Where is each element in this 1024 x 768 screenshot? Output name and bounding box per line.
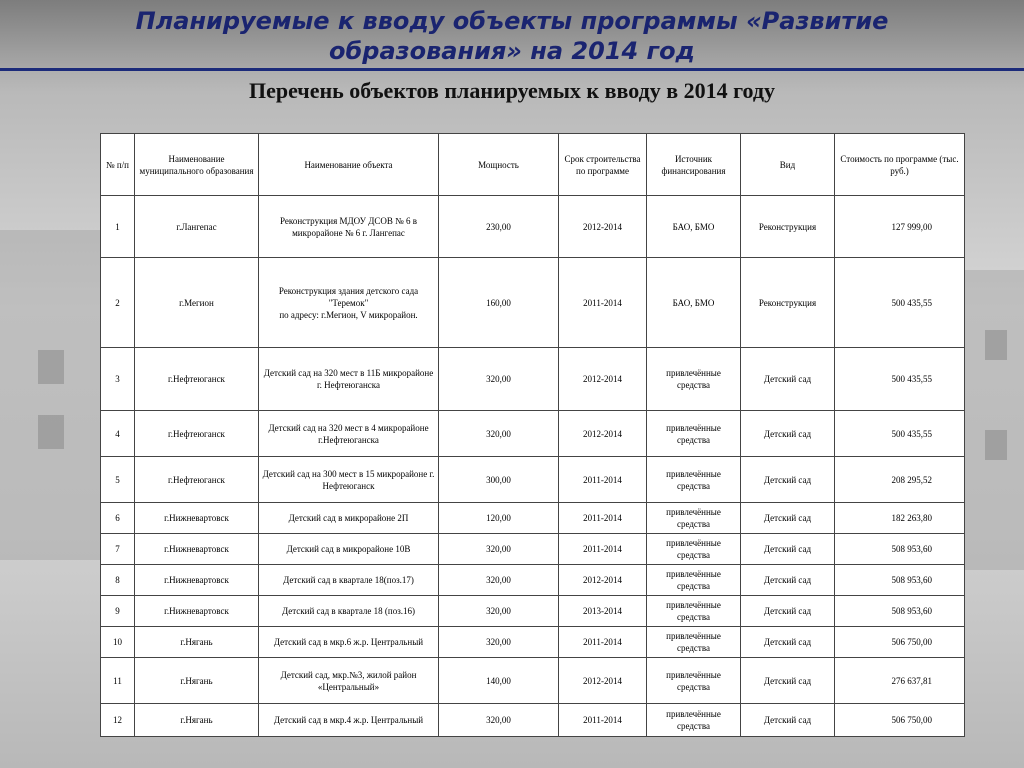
cell-cost: 506 750,00	[835, 704, 965, 737]
cell-cost: 506 750,00	[835, 627, 965, 658]
cell-funding-source: привлечённые средства	[647, 704, 741, 737]
cell-number: 2	[101, 258, 135, 348]
table-row	[101, 658, 965, 704]
column-header-capacity: Мощность	[439, 134, 559, 196]
cell-number: 9	[101, 596, 135, 627]
table-row	[101, 534, 965, 565]
cell-type: Детский сад	[741, 565, 835, 596]
cell-municipality: г.Нягань	[135, 658, 259, 704]
cell-number: 7	[101, 534, 135, 565]
cell-funding-source: привлечённые средства	[647, 627, 741, 658]
column-header-type: Вид	[741, 134, 835, 196]
cell-period: 2011-2014	[559, 534, 647, 565]
table-row	[101, 627, 965, 658]
cell-type: Детский сад	[741, 704, 835, 737]
cell-municipality: г.Нягань	[135, 627, 259, 658]
table-row	[101, 596, 965, 627]
cell-capacity: 320,00	[439, 596, 559, 627]
table-caption: Перечень объектов планируемых к вводу в 2014 году	[248, 78, 776, 103]
cell-object-name: Детский сад в квартале 18 (поз.16)	[259, 596, 439, 627]
cell-type: Детский сад	[741, 627, 835, 658]
cell-capacity: 320,00	[439, 348, 559, 411]
cell-funding-source: БАО, БМО	[647, 258, 741, 348]
slide-title: Планируемые к вводу объекты программы «Развитие образования» на 2014 год	[135, 7, 889, 65]
cell-object-name: Детский сад на 320 мест в 4 микрорайоне г.Нефтеюганска	[259, 411, 439, 457]
cell-capacity: 320,00	[439, 704, 559, 737]
table-row	[101, 565, 965, 596]
cell-municipality: г.Нефтеюганск	[135, 457, 259, 503]
cell-funding-source: привлечённые средства	[647, 534, 741, 565]
cell-object-name: Детский сад в мкр.4 ж.р. Центральный	[259, 704, 439, 737]
cell-number: 11	[101, 658, 135, 704]
cell-period: 2011-2014	[559, 627, 647, 658]
cell-funding-source: привлечённые средства	[647, 348, 741, 411]
cell-period: 2011-2014	[559, 457, 647, 503]
cell-type: Детский сад	[741, 411, 835, 457]
cell-number: 12	[101, 704, 135, 737]
background-building-right	[964, 270, 1024, 570]
cell-cost: 508 953,60	[835, 596, 965, 627]
cell-cost: 500 435,55	[835, 348, 965, 411]
column-header-cost: Стоимость по программе (тыс. руб.)	[835, 134, 965, 196]
cell-capacity: 230,00	[439, 196, 559, 258]
cell-type: Детский сад	[741, 534, 835, 565]
table-row	[101, 258, 965, 348]
cell-type: Детский сад	[741, 457, 835, 503]
title-underline	[0, 68, 1024, 71]
cell-period: 2012-2014	[559, 348, 647, 411]
column-header-municipality: Наименование муниципального образования	[135, 134, 259, 196]
cell-number: 8	[101, 565, 135, 596]
table-row	[101, 457, 965, 503]
cell-object-name: Детский сад в квартале 18(поз.17)	[259, 565, 439, 596]
cell-municipality: г.Мегион	[135, 258, 259, 348]
cell-object-name: Детский сад на 320 мест в 11Б микрорайоне г. Нефтеюганска	[259, 348, 439, 411]
cell-object-name: Детский сад, мкр.№3, жилой район «Центральный»	[259, 658, 439, 704]
background-window	[38, 350, 64, 384]
cell-number: 3	[101, 348, 135, 411]
cell-type: Детский сад	[741, 658, 835, 704]
cell-municipality: г.Нефтеюганск	[135, 411, 259, 457]
column-header-object-name: Наименование объекта	[259, 134, 439, 196]
cell-period: 2012-2014	[559, 411, 647, 457]
table-row	[101, 503, 965, 534]
background-window	[985, 330, 1007, 360]
cell-period: 2012-2014	[559, 658, 647, 704]
cell-capacity: 320,00	[439, 411, 559, 457]
cell-funding-source: БАО, БМО	[647, 196, 741, 258]
cell-cost: 508 953,60	[835, 534, 965, 565]
cell-type: Детский сад	[741, 596, 835, 627]
cell-capacity: 120,00	[439, 503, 559, 534]
cell-municipality: г.Нижневартовск	[135, 565, 259, 596]
column-header-number: № п/п	[101, 134, 135, 196]
cell-period: 2013-2014	[559, 596, 647, 627]
cell-municipality: г.Нягань	[135, 704, 259, 737]
column-header-construction-period: Срок строительства по программе	[559, 134, 647, 196]
cell-cost: 127 999,00	[835, 196, 965, 258]
cell-number: 10	[101, 627, 135, 658]
cell-type: Детский сад	[741, 503, 835, 534]
cell-type: Детский сад	[741, 348, 835, 411]
cell-capacity: 320,00	[439, 565, 559, 596]
cell-cost: 500 435,55	[835, 258, 965, 348]
cell-capacity: 140,00	[439, 658, 559, 704]
cell-object-name: Детский сад в микрорайоне 2П	[259, 503, 439, 534]
cell-cost: 276 637,81	[835, 658, 965, 704]
cell-object-name: Детский сад в мкр.6 ж.р. Центральный	[259, 627, 439, 658]
cell-municipality: г.Нижневартовск	[135, 503, 259, 534]
cell-period: 2011-2014	[559, 704, 647, 737]
cell-type: Реконструкция	[741, 196, 835, 258]
cell-number: 4	[101, 411, 135, 457]
cell-type: Реконструкция	[741, 258, 835, 348]
cell-period: 2012-2014	[559, 565, 647, 596]
cell-cost: 508 953,60	[835, 565, 965, 596]
cell-capacity: 160,00	[439, 258, 559, 348]
cell-number: 6	[101, 503, 135, 534]
cell-period: 2012-2014	[559, 196, 647, 258]
cell-cost: 182 263,80	[835, 503, 965, 534]
background-window	[38, 415, 64, 449]
table-row	[101, 196, 965, 258]
cell-municipality: г.Нижневартовск	[135, 596, 259, 627]
cell-capacity: 320,00	[439, 534, 559, 565]
cell-period: 2011-2014	[559, 503, 647, 534]
cell-number: 1	[101, 196, 135, 258]
column-header-funding-source: Источник финансирования	[647, 134, 741, 196]
cell-funding-source: привлечённые средства	[647, 457, 741, 503]
cell-funding-source: привлечённые средства	[647, 658, 741, 704]
cell-period: 2011-2014	[559, 258, 647, 348]
cell-object-name: Детский сад на 300 мест в 15 микрорайоне г. Нефтеюганск	[259, 457, 439, 503]
cell-municipality: г.Нефтеюганск	[135, 348, 259, 411]
cell-object-name: Детский сад в микрорайоне 10В	[259, 534, 439, 565]
cell-funding-source: привлечённые средства	[647, 596, 741, 627]
cell-municipality: г.Нижневартовск	[135, 534, 259, 565]
background-window	[985, 430, 1007, 460]
cell-funding-source: привлечённые средства	[647, 411, 741, 457]
cell-object-name: Реконструкция МДОУ ДСОВ № 6 в микрорайоне № 6 г. Лангепас	[259, 196, 439, 258]
objects-table	[100, 133, 965, 737]
table-header-row	[101, 134, 965, 196]
cell-number: 5	[101, 457, 135, 503]
cell-cost: 500 435,55	[835, 411, 965, 457]
cell-object-name: Реконструкция здания детского сада "Теремок" по адресу: г.Мегион, V микрорайон.	[259, 258, 439, 348]
table-row	[101, 348, 965, 411]
background-building-left	[0, 230, 100, 560]
cell-municipality: г.Лангепас	[135, 196, 259, 258]
table-row	[101, 411, 965, 457]
cell-capacity: 300,00	[439, 457, 559, 503]
cell-cost: 208 295,52	[835, 457, 965, 503]
cell-funding-source: привлечённые средства	[647, 503, 741, 534]
table-row	[101, 704, 965, 737]
cell-capacity: 320,00	[439, 627, 559, 658]
cell-funding-source: привлечённые средства	[647, 565, 741, 596]
